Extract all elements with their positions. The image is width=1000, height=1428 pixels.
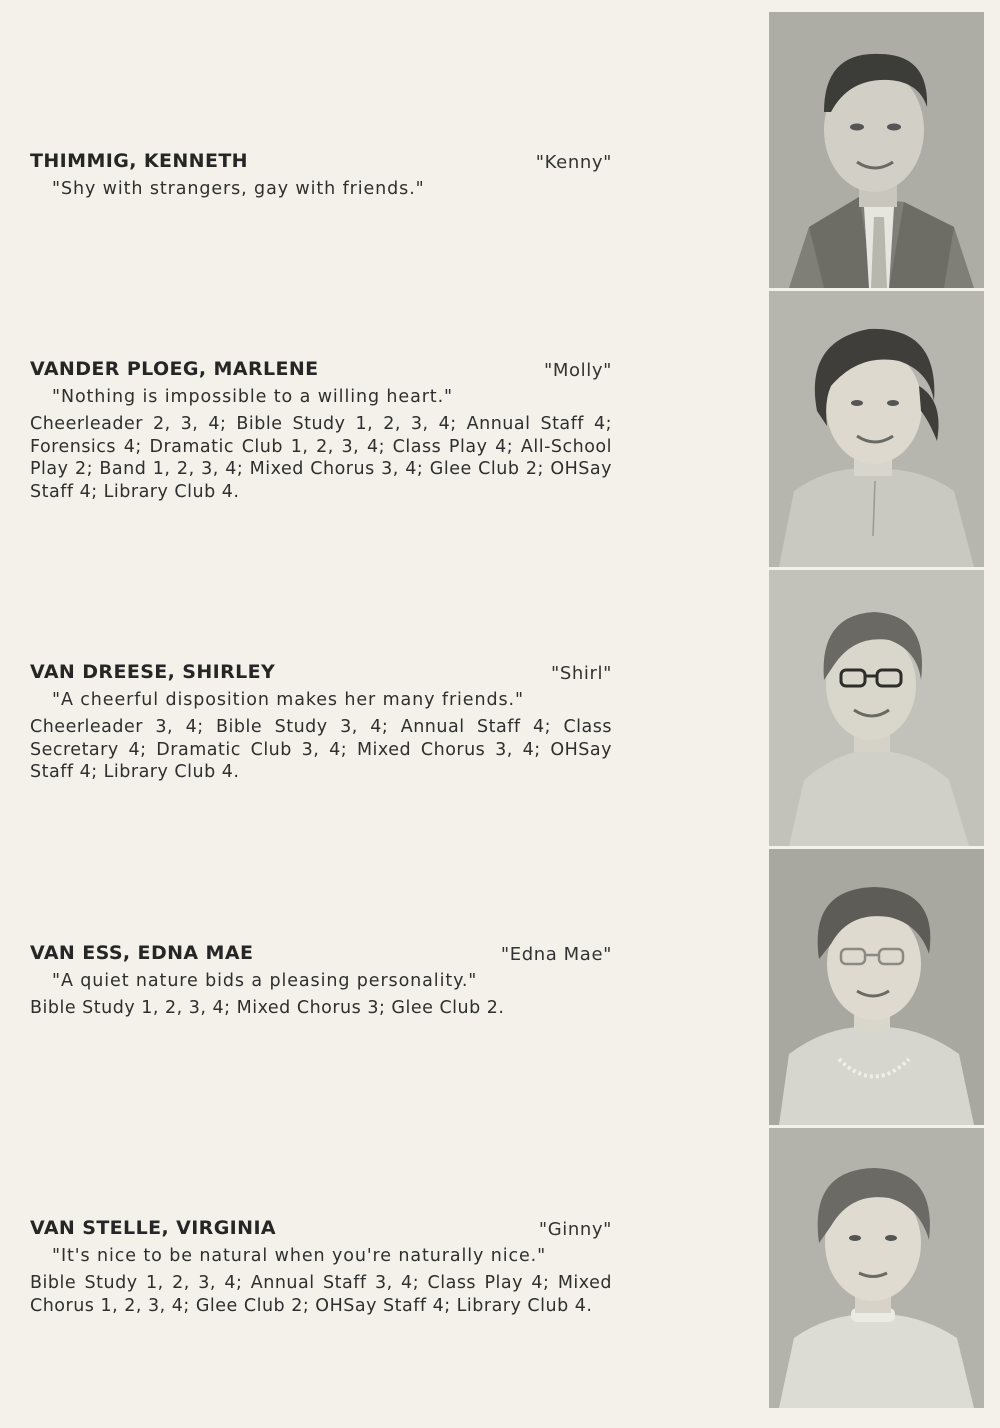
senior-nickname: "Shirl" — [551, 663, 612, 684]
senior-quote: "It's nice to be natural when you're naturally nice." — [52, 1246, 547, 1266]
senior-name: VAN DREESE, SHIRLEY — [30, 661, 276, 683]
name-row — [30, 358, 612, 386]
senior-entry-thimmig — [30, 150, 612, 201]
senior-entry-van-ess — [30, 942, 612, 1020]
senior-quote: "Nothing is impossible to a willing heart." — [52, 387, 453, 407]
senior-quote: "Shy with strangers, gay with friends." — [52, 179, 425, 199]
portrait-photo-van-stelle — [769, 1128, 984, 1408]
senior-quote: "A cheerful disposition makes her many friends." — [52, 690, 524, 710]
portrait-column — [769, 12, 984, 1408]
senior-activities: Cheerleader 2, 3, 4; Bible Study 1, 2, 3, 4; Annual Staff 4; Forensics 4; Dramatic Club 1, 2, 3, 4; Class Play 4; All-School Play 2; Band 1, 2, 3, 4; Mixed Chorus 3, 4; Glee Club 2; OHSay Staff 4; Library Club 4. — [30, 414, 612, 502]
senior-name: THIMMIG, KENNETH — [30, 150, 248, 172]
name-row — [30, 942, 612, 970]
senior-name: VAN STELLE, VIRGINIA — [30, 1217, 277, 1239]
senior-name: VAN ESS, EDNA MAE — [30, 942, 254, 964]
senior-activities: Cheerleader 3, 4; Bible Study 3, 4; Annual Staff 4; Class Secretary 4; Dramatic Club 3, 4; Mixed Chorus 3, 4; OHSay Staff 4; Library Club 4. — [30, 717, 612, 782]
senior-nickname: "Edna Mae" — [500, 944, 612, 965]
name-row — [30, 1217, 612, 1245]
senior-entry-van-dreese — [30, 661, 612, 784]
senior-entry-van-stelle — [30, 1217, 612, 1317]
portrait-photo-van-ess — [769, 849, 984, 1125]
senior-nickname: "Ginny" — [538, 1219, 612, 1240]
senior-nickname: "Molly" — [544, 360, 612, 381]
portrait-photo-thimmig — [769, 12, 984, 288]
portrait-photo-vander-ploeg — [769, 291, 984, 567]
name-row — [30, 661, 612, 689]
senior-nickname: "Kenny" — [535, 152, 612, 173]
senior-entry-vander-ploeg — [30, 358, 612, 503]
senior-quote: "A quiet nature bids a pleasing personality." — [52, 971, 478, 991]
senior-name: VANDER PLOEG, MARLENE — [30, 358, 319, 380]
senior-activities: Bible Study 1, 2, 3, 4; Annual Staff 3, 4; Class Play 4; Mixed Chorus 1, 2, 3, 4; Glee Club 2; OHSay Staff 4; Library Club 4. — [30, 1273, 612, 1316]
name-row — [30, 150, 612, 178]
portrait-photo-van-dreese — [769, 570, 984, 846]
senior-activities: Bible Study 1, 2, 3, 4; Mixed Chorus 3; Glee Club 2. — [30, 998, 505, 1018]
